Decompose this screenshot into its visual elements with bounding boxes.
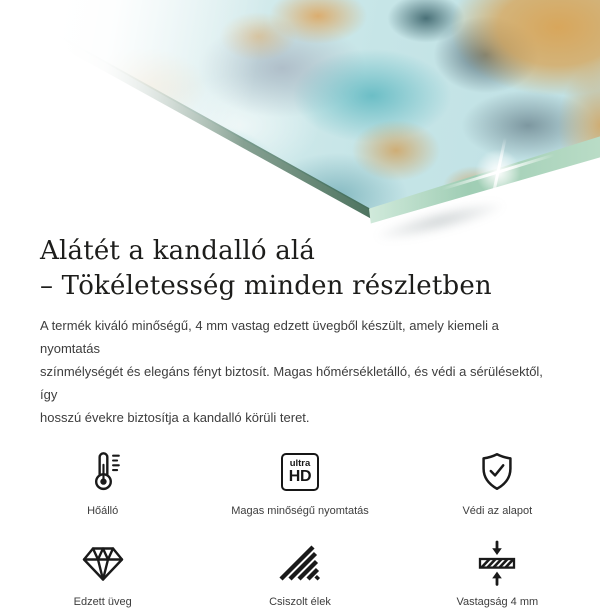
description-line: színmélységét és elegáns fényt biztosít. Magas hőmérsékletálló, és védi a sérülésektől, így xyxy=(40,364,543,402)
feature-thickness xyxy=(399,539,596,608)
page-title xyxy=(40,234,560,304)
description-line: hosszú évekre biztosítja a kandalló körüli teret. xyxy=(40,410,310,425)
feature-protects-base xyxy=(399,448,596,517)
white-fade-overlay xyxy=(0,0,600,228)
feature-label: Vastagság 4 mm xyxy=(456,596,539,608)
feature-label: Védi az alapot xyxy=(462,505,533,517)
feature-polished-edges xyxy=(201,539,398,608)
page-title-line-1: Alátét a kandalló alá xyxy=(40,236,316,266)
feature-label: Edzett üveg xyxy=(73,596,132,608)
ultra-hd-text-top: ultra xyxy=(289,457,311,469)
thermometer-icon xyxy=(80,448,126,496)
feature-print-quality xyxy=(201,448,398,517)
thickness-compress-icon xyxy=(473,539,521,587)
ultra-hd-text-bottom: HD xyxy=(288,468,312,486)
description-line: A termék kiváló minőségű, 4 mm vastag edzett üvegből készült, amely kiemeli a nyomtatás xyxy=(40,318,499,356)
feature-heat-resistant xyxy=(4,448,201,517)
feature-label: Hőálló xyxy=(87,505,119,517)
feature-grid xyxy=(4,448,596,608)
ultra-hd-icon xyxy=(281,448,319,496)
page-title-line-2: – Tökéletesség minden részletben xyxy=(40,271,492,301)
feature-tempered-glass xyxy=(4,539,201,608)
feature-label: Csiszolt élek xyxy=(269,596,331,608)
product-description xyxy=(40,314,545,429)
product-photo xyxy=(0,0,600,228)
polished-edges-icon xyxy=(278,539,322,587)
shield-check-icon xyxy=(474,448,520,496)
diamond-icon xyxy=(79,539,127,587)
feature-label: Magas minőségű nyomtatás xyxy=(231,505,369,517)
